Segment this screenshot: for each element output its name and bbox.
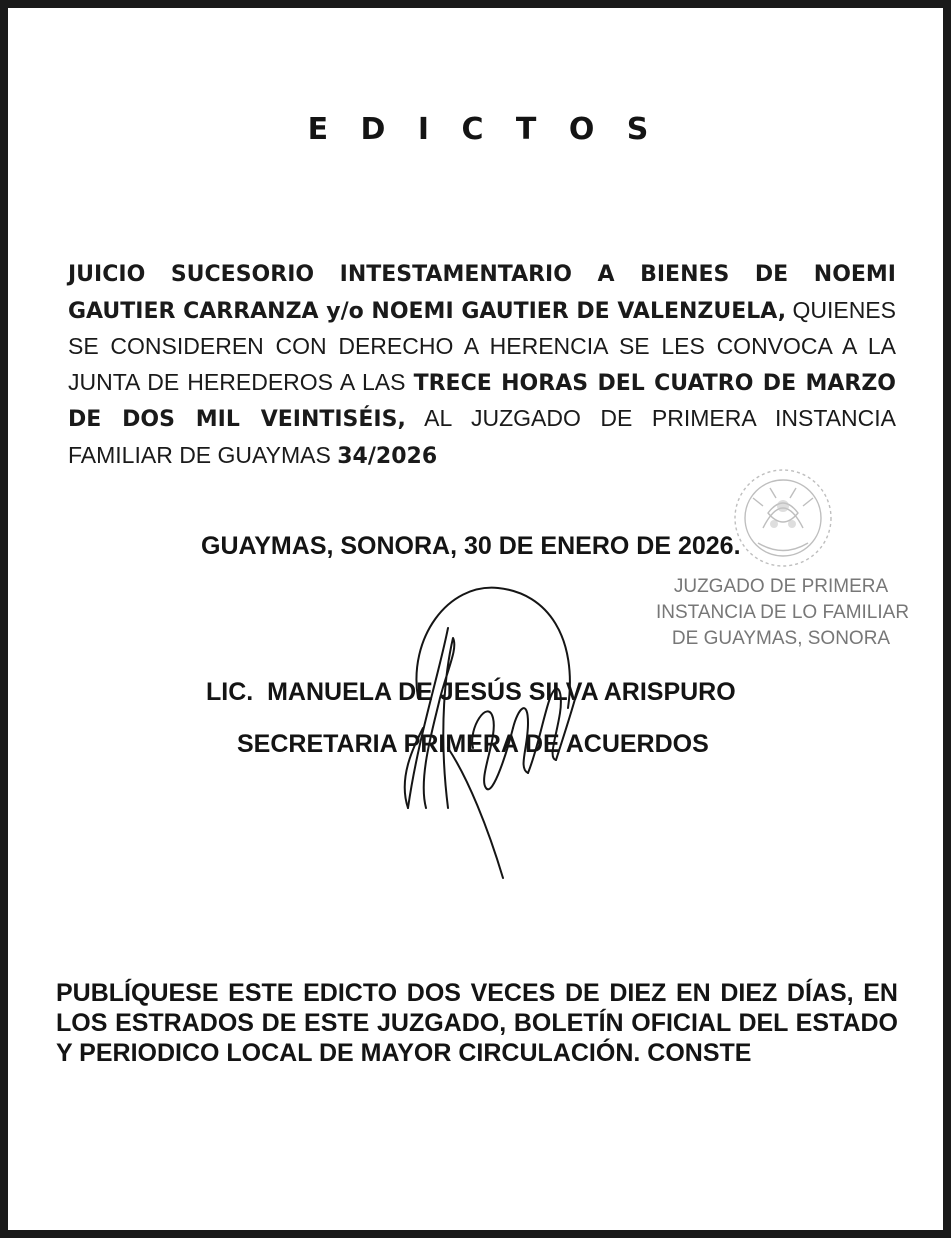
signer-name: LIC. MANUELA DE JESÚS SILVA ARISPURO xyxy=(206,678,736,706)
signer-role: SECRETARIA PRIMERA DE ACUERDOS xyxy=(237,730,709,758)
body-text-2: AL JUZGADO DE PRIMERA INSTANCIA FAMILIAR DE GUAYMAS xyxy=(68,405,896,468)
body-case-number: 34/2026 xyxy=(337,443,438,469)
body-case-bold: JUICIO SUCESORIO INTESTAMENTARIO A BIENES DE NOEMI GAUTIER CARRANZA y/o NOEMI GAUTIER DE VALENZUELA, xyxy=(68,262,896,324)
body-text-1: QUIENES SE CONSIDEREN CON DERECHO A HERENCIA SE LES CONVOCA A LA JUNTA DE HEREDEROS A LAS xyxy=(68,296,896,395)
court-stamp xyxy=(656,574,910,652)
stamp-line-3: DE GUAYMAS, SONORA xyxy=(671,628,891,649)
handwritten-signature-icon xyxy=(378,578,598,888)
body-hearing-bold: TRECE HORAS DEL CUATRO DE MARZO DE DOS MIL VEINTISÉIS, xyxy=(68,370,896,432)
document-title: E D I C T O S xyxy=(307,112,660,147)
stamp-line-1: JUZGADO DE PRIMERA xyxy=(673,576,889,597)
stamp-line-2: INSTANCIA DE LO FAMILIAR xyxy=(656,602,910,623)
publication-instructions: PUBLÍQUESE ESTE EDICTO DOS VECES DE DIEZ EN DIEZ DÍAS, EN LOS ESTRADOS DE ESTE JUZGADO, BOLETÍN OFICIAL DEL ESTADO Y PERIODICO LOCAL DE MAYOR CIRCULACIÓN. CONSTE xyxy=(56,979,898,1067)
place-and-date: GUAYMAS, SONORA, 30 DE ENERO DE 2026. xyxy=(201,532,741,560)
edict-body xyxy=(68,256,896,474)
